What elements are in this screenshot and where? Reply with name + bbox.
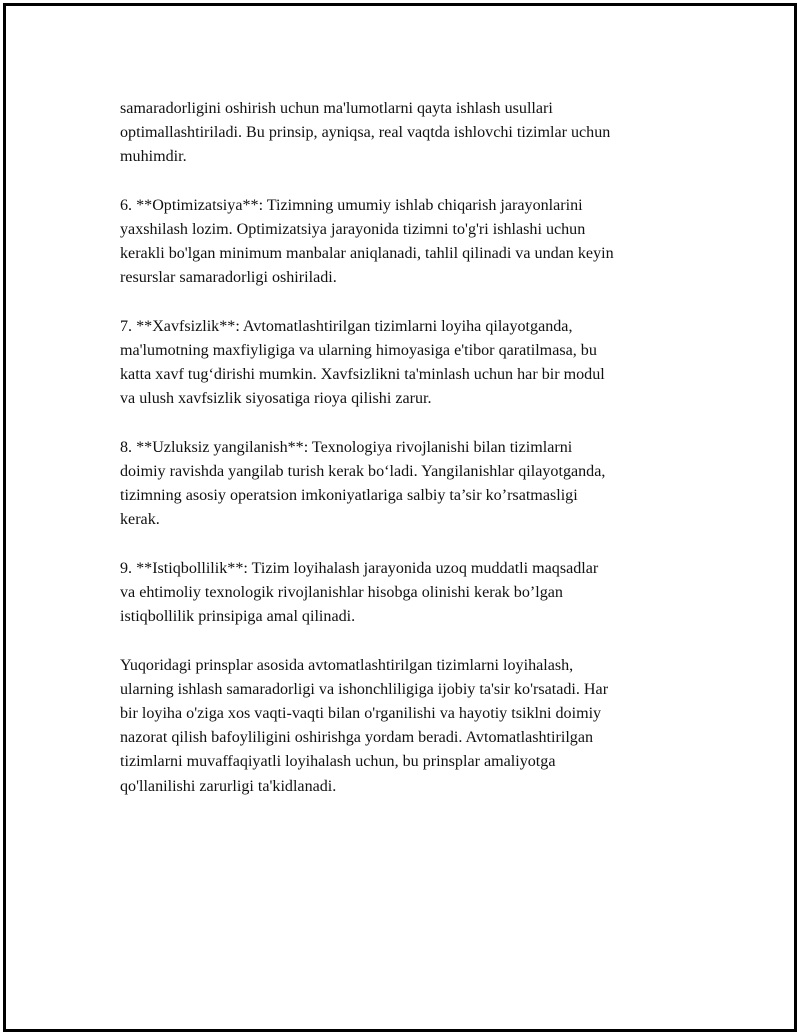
paragraph-istiqbollilik: 9. **Istiqbollilik**: Tizim loyihalash jarayonida uzoq muddatli maqsadlar va ehtimoliy texnologik rivojlanishlar hisobga olinishi kerak bo’lgan istiqbollilik prinsipiga amal qilinadi.	[120, 559, 599, 626]
paragraph-xavfsizlik: 7. **Xavfsizlik**: Avtomatlashtirilgan tizimlarni loyiha qilayotganda, ma'lumotning maxfiyligiga va ularning himoyasiga e'tibor qaratilmasa, bu katta xavf tug‘dirishi mumkin. Xavfsizlikni ta'minlash uchun har bir modul va ulush xavfsizlik siyosatiga rioya qilishi zarur.	[120, 317, 605, 408]
paragraph-optimizatsiya: 6. **Optimizatsiya**: Tizimning umumiy ishlab chiqarish jarayonlarini yaxshilash lozim. Optimizatsiya jarayonida tizimni to'g'ri ishlashi uchun kerakli bo'lgan minimum manbalar aniqlanadi, tahlil qilinadi va undan keyin resurslar samaradorligi oshiriladi.	[120, 196, 614, 287]
paragraph-uzluksiz-yangilanish: 8. **Uzluksiz yangilanish**: Texnologiya rivojlanishi bilan tizimlarni doimiy ravishda yangilab turish kerak bo‘ladi. Yangilanishlar qilayotganda, tizimning asosiy operatsion imkoniyatlariga salbiy ta’sir ko’rsatmasligi kerak.	[120, 438, 606, 529]
document-page	[3, 3, 797, 1032]
paragraph-conclusion: Yuqoridagi prinsplar asosida avtomatlashtirilgan tizimlarni loyihalash, ularning ishlash samaradorligi va ishonchliligiga ijobiy ta'sir ko'rsatadi. Har bir loyiha o'ziga xos vaqti-vaqti bilan o'rganilishi va hayotiy tsiklni doimiy nazorat qilish bafoyliligini oshirishga yordam beradi. Avtomatlashtirilgan tizimlarni muvaffaqiyatli loyihalash uchun, bu prinsplar amaliyotga qo'llanilishi zarurligi ta'kidlanadi.	[120, 656, 609, 795]
document-body	[120, 97, 700, 823]
paragraph-continuation: samaradorligini oshirish uchun ma'lumotlarni qayta ishlash usullari optimallashtiriladi. Bu prinsip, ayniqsa, real vaqtda ishlovchi tizimlar uchun muhimdir.	[120, 100, 611, 166]
